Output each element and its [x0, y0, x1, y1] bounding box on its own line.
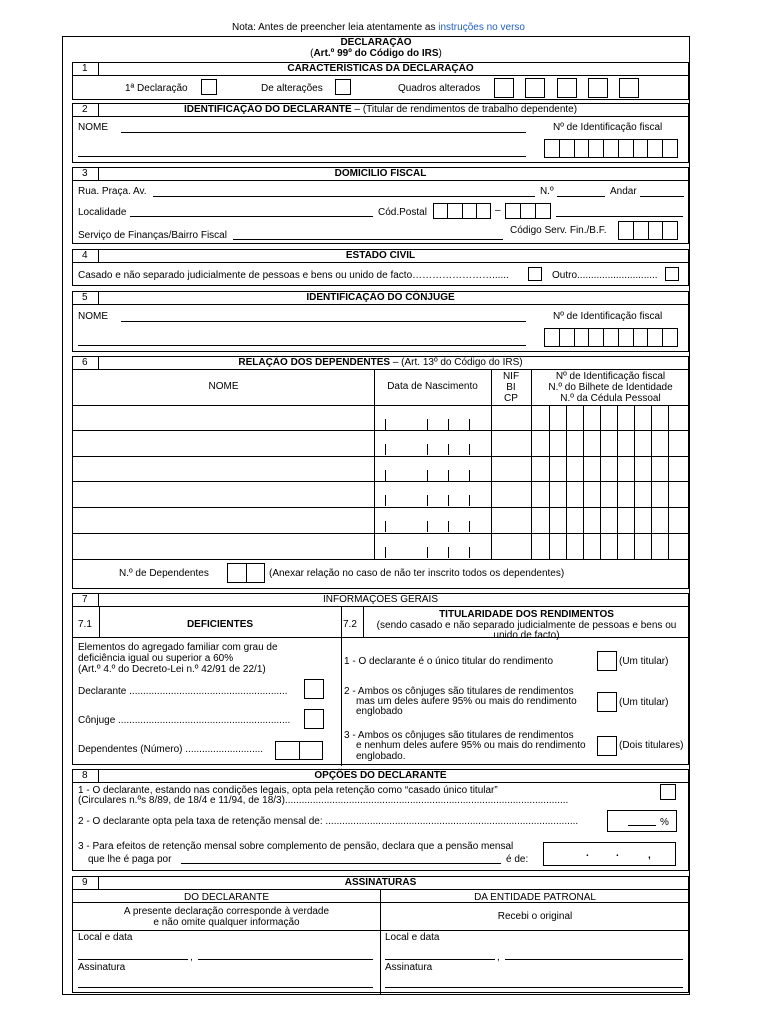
date-tick — [385, 470, 386, 481]
declarant-statement-1: A presente declaração corresponde à verdade — [123, 906, 330, 917]
ownership-option-2-line-1: 2 - Ambos os cônjuges são titulares de rendimentos — [344, 686, 574, 697]
percent-sign: % — [660, 817, 669, 828]
dependents-count-label: N.º de Dependentes — [119, 568, 209, 579]
date-tick — [469, 547, 470, 558]
form-title: DECLARAÇÃO — [340, 37, 412, 48]
disabled-dependents-cells[interactable] — [275, 741, 323, 760]
section-8: 8 OPÇÕES DO DECLARANTE 1 - O declarante, estando nas condições legais, opta pela retenção como “casado único titular” (Circulares n.ºs 8/89, de 18/4 e 11/94, de 18/3)...................................................................................................... 2 - O declarante opta pela taxa de retenção mensal de: ........................................................................................... % 3 - Para efeitos de retenção mensal sobre complemento de pensão, declara que a pensão mensal que lhe é paga por é de: . . , — [72, 769, 689, 871]
dependents-nif-header-3: CP — [504, 393, 518, 404]
declarant-name-label: NOME — [78, 122, 108, 133]
date-tick — [385, 547, 386, 558]
date-tick — [448, 495, 449, 506]
declarant-nif-label: Nº de Identificação fiscal — [553, 122, 663, 133]
disabled-elements-text-2: deficiência igual ou superior a 60% — [78, 653, 234, 664]
locality-line[interactable] — [130, 216, 373, 217]
tax-office-line[interactable] — [233, 239, 503, 240]
dependents-id-header-1: Nº de Identificação fiscal — [555, 371, 666, 382]
disabled-elements-text-1: Elementos do agregado familiar com grau de — [78, 642, 278, 653]
number-label: N.º — [540, 186, 554, 197]
subsection-7-2-number: 7.2 — [343, 619, 357, 630]
declarant-place-line[interactable] — [78, 959, 188, 960]
section-1: 1 CARACTERÍSTICAS DA DECLARAÇÃO 1ª Declaração De alterações Quadros alterados — [72, 62, 689, 100]
ownership-option-3-line-3: englobado. — [356, 751, 406, 762]
option-3-is-label: é de: — [506, 854, 529, 865]
date-tick — [427, 470, 428, 481]
dependents-id-header-3: N.º da Cédula Pessoal — [560, 393, 661, 404]
number-line[interactable] — [557, 196, 605, 197]
section-4: 4 ESTADO CIVIL Casado e não separado judicialmente de pessoas e bens ou unido de facto……………………...... Outro............................. — [72, 249, 689, 286]
street-label: Rua. Praça. Av. — [78, 186, 147, 197]
declarant-signature-header: DO DECLARANTE — [183, 892, 269, 903]
section-5: 5 IDENTIFICAÇÃO DO CÔNJUGE NOME Nº de Identificação fiscal — [72, 291, 689, 352]
income-ownership-note-1: (sendo casado e não separado judicialmente de pessoas e bens ou — [376, 620, 677, 631]
pension-amount-input[interactable]: . . , — [543, 842, 676, 866]
employer-place-line[interactable] — [385, 959, 495, 960]
section-6: 6 RELAÇÃO DOS DEPENDENTES – (Art. 13º do Código do IRS) NOME Data de Nascimento NIF BI CP Nº de Identificação fiscal N.º do Bilhete de Identidade N.º da Cédula Pessoal N.º de Dependentes (Anexar relação no caso de não ter inscrito todos os dependentes) — [72, 356, 689, 589]
date-tick — [469, 419, 470, 430]
declarant-date-line[interactable] — [198, 959, 373, 960]
section-7: 7 INFORMAÇÕES GERAIS 7.1 DEFICIENTES 7.2 TITULARIDADE DOS RENDIMENTOS (sendo casado e não separado judicialmente de pessoas e bens ou unido de facto) Elementos do agregado familiar com grau de deficiência igual ou superior a 60% (Art.º 4.º do Decreto-Lei n.º 42/91 de 22/1) Declarante ......................................................... Cônjuge .............................................................. Dependentes (Número) ............................ 1 - O declarante é o único titular do rendimento (Um titular) 2 - Ambos os cônjuges são titulares de rendimentos mas um deles aufere 95% ou mais do rendimento englobado (Um titular) 3 - Ambos os cônjuges são titulares de rendimentos e nenhum deles aufere 95% ou mais do rendimento englobado. (Dois titulares) — [72, 593, 689, 765]
frame-box-2[interactable] — [525, 78, 545, 98]
frame-box-4[interactable] — [588, 78, 608, 98]
option-2-text: 2 - O declarante opta pela taxa de retenção mensal de: ........................................................................................... — [78, 816, 579, 827]
date-tick — [469, 495, 470, 506]
employer-date-line[interactable] — [505, 959, 683, 960]
option-1-line-1: 1 - O declarante, estando nas condições legais, opta pela retenção como “casado único titular” — [78, 785, 498, 796]
date-tick — [427, 495, 428, 506]
date-tick — [385, 419, 386, 430]
changed-frames-label: Quadros alterados — [398, 83, 481, 94]
dependents-count-cells[interactable] — [227, 563, 265, 583]
employer-signature-label: Assinatura — [385, 962, 433, 973]
postal-code-label: Cód.Postal — [378, 207, 427, 218]
tax-office-code-cells[interactable] — [618, 221, 678, 240]
ownership-option-2-checkbox[interactable] — [597, 692, 617, 712]
disabled-dependents-label: Dependentes (Número) ............................ — [78, 744, 264, 755]
married-checkbox[interactable] — [528, 267, 542, 281]
form-subtitle: (Art.º 99º do Código do IRS) — [310, 48, 442, 59]
declarant-signature-label: Assinatura — [78, 962, 126, 973]
declarant-name-line-2[interactable] — [78, 156, 526, 157]
spouse-nif-label: Nº de Identificação fiscal — [553, 311, 663, 322]
declarant-statement-2: e não omite qualquer informação — [153, 917, 300, 928]
ownership-option-3-tag: (Dois titulares) — [619, 740, 684, 751]
employer-statement: Recebi o original — [497, 911, 573, 922]
disabled-declarant-label: Declarante ......................................................... — [78, 686, 288, 697]
date-tick — [427, 547, 428, 558]
date-tick — [385, 495, 386, 506]
dependents-count-note: (Anexar relação no caso de não ter inscrito todos os dependentes) — [269, 568, 565, 579]
ownership-option-1-checkbox[interactable] — [597, 651, 617, 671]
other-checkbox[interactable] — [665, 267, 679, 281]
subsection-7-1-number: 7.1 — [78, 619, 92, 630]
spouse-name-label: NOME — [78, 311, 108, 322]
date-tick — [448, 470, 449, 481]
employer-signature-line[interactable] — [385, 987, 683, 988]
declarant-signature-line[interactable] — [78, 987, 373, 988]
option-1-checkbox[interactable] — [660, 784, 676, 800]
date-tick — [448, 547, 449, 558]
section-9: 9 ASSINATURAS DO DECLARANTE DA ENTIDADE PATRONAL A presente declaração corresponde à verdade e não omite qualquer informação Recebi o original Local e data , Assinatura Local e data , Assinatura — [72, 876, 689, 993]
section-2: 2 IDENTIFICAÇÃO DO DECLARANTE – (Titular de rendimentos de trabalho dependente) NOME Nº de Identificação fiscal — [72, 103, 689, 163]
disabled-elements-text-3: (Art.º 4.º do Decreto-Lei n.º 42/91 de 22/1) — [78, 664, 266, 675]
ownership-option-1-tag: (Um titular) — [619, 656, 669, 667]
postal-locality-line[interactable] — [556, 216, 683, 217]
dependents-name-header: NOME — [208, 381, 239, 392]
disabled-spouse-label: Cônjuge .............................................................. — [78, 715, 291, 726]
section-3: 3 DOMICÍLIO FISCAL Rua. Praça. Av. N.º Andar Localidade Cód.Postal – Serviço de Finanças/Bairro Fiscal Código Serv. Fin./B.F. — [72, 167, 689, 244]
changes-checkbox[interactable] — [335, 79, 351, 95]
option-3-line-2: que lhe é paga por — [88, 854, 172, 865]
floor-label: Andar — [610, 186, 637, 197]
date-tick — [427, 521, 428, 532]
tax-office-label: Serviço de Finanças/Bairro Fiscal — [78, 230, 227, 241]
declarant-place-date-label: Local e data — [78, 932, 133, 943]
frame-box-5[interactable] — [619, 78, 639, 98]
retention-rate-input[interactable] — [607, 810, 677, 832]
pension-payer-line[interactable] — [181, 863, 501, 864]
date-tick — [427, 419, 428, 430]
date-tick — [448, 521, 449, 532]
date-tick — [448, 444, 449, 455]
ownership-option-2-line-2: mas um deles aufere 95% ou mais do rendimento — [356, 696, 577, 707]
spouse-nif-cells[interactable] — [544, 328, 678, 347]
date-tick — [427, 444, 428, 455]
locality-label: Localidade — [78, 207, 127, 218]
employer-place-date-label: Local e data — [385, 932, 440, 943]
option-3-line-1: 3 - Para efeitos de retenção mensal sobre complemento de pensão, declara que a pensão mensal — [78, 841, 514, 852]
ownership-option-3-line-1: 3 - Ambos os cônjuges são titulares de rendimentos — [344, 730, 574, 741]
postal-dash: – — [495, 205, 501, 216]
dependents-id-header-2: N.º do Bilhete de Identidade — [548, 382, 673, 393]
disabled-declarant-checkbox[interactable] — [304, 679, 324, 699]
ownership-option-1: 1 - O declarante é o único titular do rendimento — [344, 656, 554, 667]
dependents-nif-header-2: BI — [506, 382, 516, 393]
tax-office-code-label: Código Serv. Fin./B.F. — [510, 225, 607, 236]
date-tick — [469, 521, 470, 532]
date-tick — [469, 444, 470, 455]
dependents-nif-header-1: NIF — [502, 371, 520, 382]
postal-code-suffix-cells[interactable] — [505, 203, 551, 219]
ownership-option-3-checkbox[interactable] — [597, 736, 617, 756]
income-ownership-title: TITULARIDADE DOS RENDIMENTOS — [439, 609, 614, 620]
declarant-name-line-1[interactable] — [121, 132, 526, 133]
other-label: Outro............................. — [552, 270, 658, 281]
spouse-name-line-1[interactable] — [121, 321, 526, 322]
postal-code-cells[interactable] — [433, 203, 491, 219]
declarant-nif-cells[interactable] — [544, 139, 678, 158]
employer-signature-header: DA ENTIDADE PATRONAL — [474, 892, 596, 903]
ownership-option-2-tag: (Um titular) — [619, 697, 669, 708]
option-1-line-2: (Circulares n.ºs 8/89, de 18/4 e 11/94, de 18/3)...................................................................................................... — [78, 795, 569, 806]
top-note — [232, 22, 525, 33]
instructions-link[interactable]: instruções no verso — [438, 22, 525, 33]
dependents-birth-header: Data de Nascimento — [387, 381, 478, 392]
street-line[interactable] — [153, 196, 535, 197]
frame-box-3[interactable] — [557, 78, 577, 98]
first-declaration-checkbox[interactable] — [201, 79, 217, 95]
ownership-option-2-line-3: englobado — [356, 706, 403, 717]
spouse-name-line-2[interactable] — [78, 345, 526, 346]
date-tick — [385, 444, 386, 455]
income-ownership-note-2: unido de facto) — [493, 630, 560, 641]
floor-line[interactable] — [640, 196, 684, 197]
disabled-title: DEFICIENTES — [186, 619, 254, 630]
changes-label: De alterações — [261, 83, 323, 94]
ownership-option-3-line-2: e nenhum deles aufere 95% ou mais do rendimento — [356, 740, 586, 751]
note-prefix: Nota: Antes de preencher leia atentamente as — [232, 22, 439, 33]
date-tick — [469, 470, 470, 481]
date-tick — [385, 521, 386, 532]
first-declaration-label: 1ª Declaração — [125, 83, 188, 94]
disabled-spouse-checkbox[interactable] — [304, 709, 324, 729]
frame-box-1[interactable] — [494, 78, 514, 98]
married-label: Casado e não separado judicialmente de pessoas e bens ou unido de facto……………………...... — [78, 270, 509, 281]
date-tick — [448, 419, 449, 430]
